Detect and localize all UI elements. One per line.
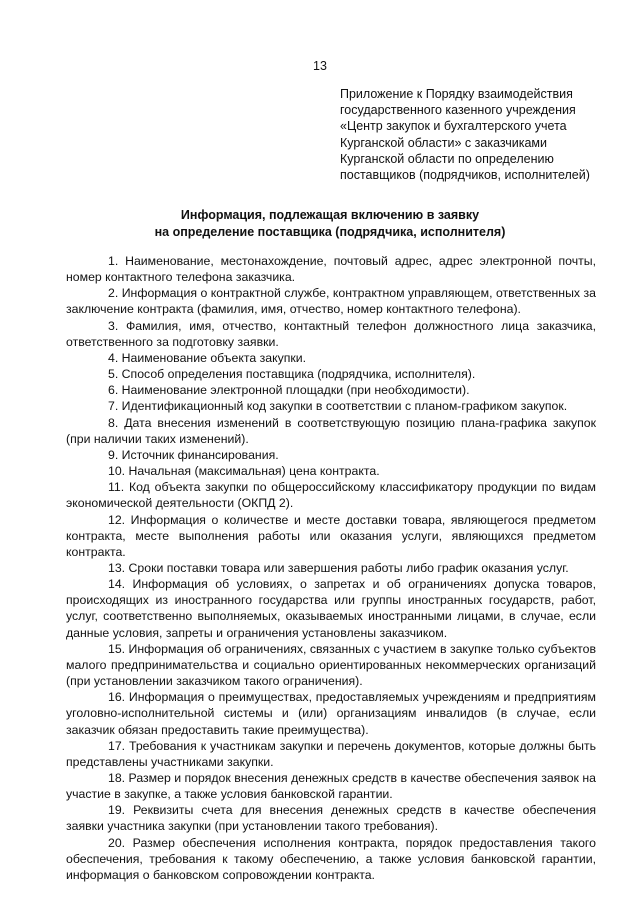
list-item: 13. Сроки поставки товара или завершения работы либо график оказания услуг. xyxy=(108,560,569,575)
appendix-line: Курганской области по определению xyxy=(340,151,554,166)
title-line: на определение поставщика (подрядчика, исполнителя) xyxy=(154,225,506,239)
list-item: 6. Наименование электронной площадки (при необходимости). xyxy=(108,383,470,398)
list-item: 11. Код объекта закупки по общероссийскому классификатору продукции по видам экономической деятельности (ОКПД 2). xyxy=(66,480,596,511)
list-item: 19. Реквизиты счета для внесения денежных средств в качестве обеспечения заявки участника закупки (при установлении такого требования). xyxy=(66,803,596,834)
list-item: 18. Размер и порядок внесения денежных средств в качестве обеспечения заявок на участие в закупке, а также условия банковской гарантии. xyxy=(66,771,596,802)
appendix-line: «Центр закупок и бухгалтерского учета xyxy=(340,119,567,134)
page-number: 13 xyxy=(313,59,327,73)
appendix-line: Курганской области» с заказчиками xyxy=(340,135,547,150)
list-item: 4. Наименование объекта закупки. xyxy=(108,350,307,365)
title-line: Информация, подлежащая включению в заявку xyxy=(180,208,480,222)
list-item: 1. Наименование, местонахождение, почтовый адрес, адрес электронной почты, номер контактного телефона заказчика. xyxy=(66,254,596,285)
appendix-line: государственного казенного учреждения xyxy=(340,103,576,118)
list-item: 17. Требования к участникам закупки и перечень документов, которые должны быть представлены участниками закупки. xyxy=(66,738,596,769)
list-item: 7. Идентификационный код закупки в соответствии с планом-графиком закупок. xyxy=(108,399,568,414)
appendix-header xyxy=(340,86,600,183)
requirements-list xyxy=(66,253,596,883)
list-item: 16. Информация о преимуществах, предоставляемых учреждениям и предприятиям уголовно-исполнительной системы и (или) организациям инвалидов (в случае, если заказчик обязан предоставить такие преимущества). xyxy=(66,690,596,737)
list-item: 5. Способ определения поставщика (подрядчика, исполнителя). xyxy=(108,367,476,382)
appendix-line: Приложение к Порядку взаимодействия xyxy=(340,87,573,101)
list-item: 15. Информация об ограничениях, связанных с участием в закупке только субъектов малого предпринимательства и социально ориентированных некоммерческих организаций (при установлении заказчиком такого ограничения). xyxy=(66,641,596,689)
list-item: 20. Размер обеспечения исполнения контракта, порядок предоставления такого обеспечения, требования к такому обеспечению, а также условия банковской гарантии, информация о банковском сопровождении контракта. xyxy=(66,835,596,882)
list-item: 12. Информация о количестве и месте доставки товара, являющегося предметом контракта, месте выполнения работы или оказания услуги, являющихся предметом контракта. xyxy=(66,512,596,559)
list-item: 14. Информация об условиях, о запретах и об ограничениях допуска товаров, происходящих из иностранного государства или группы иностранных государств, работ, услуг, соответственно выполняемых, оказываемых иностранными лицами, в случае, если данные условия, запреты и ограничения установлены заказчиком. xyxy=(66,577,596,640)
list-item: 10. Начальная (максимальная) цена контракта. xyxy=(108,464,380,479)
document-title xyxy=(66,207,594,241)
list-item: 2. Информация о контрактной службе, контрактном управляющем, ответственных за заключение контракта (фамилия, имя, отчество, номер контактного телефона). xyxy=(66,286,596,317)
list-item: 9. Источник финансирования. xyxy=(108,447,279,462)
list-item: 8. Дата внесения изменений в соответствующую позицию плана-графика закупок (при наличии таких изменений). xyxy=(66,415,596,446)
appendix-line: поставщиков (подрядчиков, исполнителей) xyxy=(340,168,590,183)
list-item: 3. Фамилия, имя, отчество, контактный телефон должностного лица заказчика, ответственного за подготовку заявки. xyxy=(66,318,596,349)
